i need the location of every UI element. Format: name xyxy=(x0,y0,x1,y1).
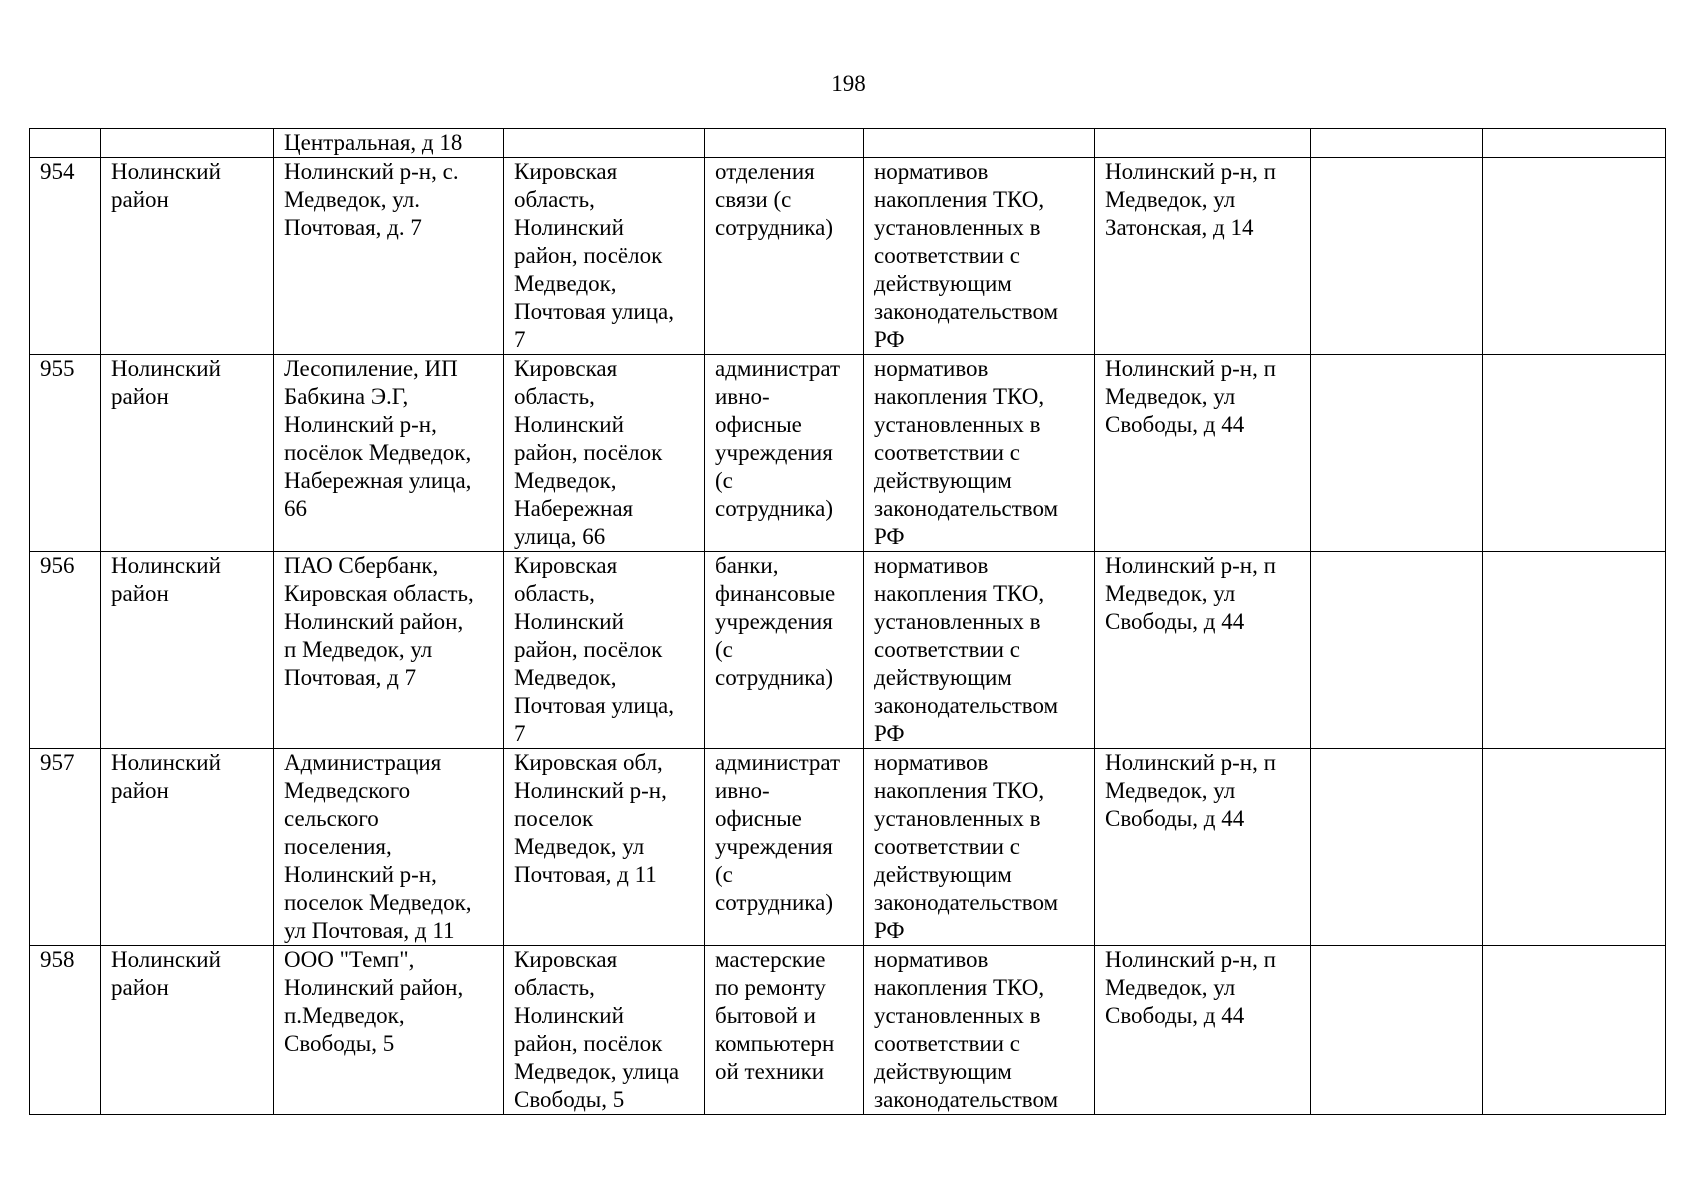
cell-norm: нормативов накопления ТКО, установленных в соответствии с действующим законодательством РФ xyxy=(864,749,1095,946)
cell-address: Кировская область, Нолинский район, посёлок Медведок, улица Свободы, 5 xyxy=(504,946,705,1115)
page-number: 198 xyxy=(831,71,866,96)
cell-extra-2 xyxy=(1483,129,1666,158)
table-row xyxy=(30,946,1666,1115)
cell-category: мастерские по ремонту бытовой и компьютерн ой техники xyxy=(705,946,864,1115)
cell-address: Кировская обл, Нолинский р-н, поселок Медведок, ул Почтовая, д 11 xyxy=(504,749,705,946)
table-row xyxy=(30,158,1666,355)
cell-organization: ООО "Темп", Нолинский район, п.Медведок, Свободы, 5 xyxy=(274,946,504,1115)
cell-norm: нормативов накопления ТКО, установленных в соответствии с действующим законодательством xyxy=(864,946,1095,1115)
cell-number: 958 xyxy=(30,946,101,1115)
cell-number: 954 xyxy=(30,158,101,355)
cell-norm: нормативов накопления ТКО, установленных в соответствии с действующим законодательством РФ xyxy=(864,158,1095,355)
cell-number: 957 xyxy=(30,749,101,946)
cell-norm: нормативов накопления ТКО, установленных в соответствии с действующим законодательством РФ xyxy=(864,552,1095,749)
cell-district: Нолинский район xyxy=(101,552,274,749)
cell-category: администрат ивно- офисные учреждения (с сотрудника) xyxy=(705,355,864,552)
cell-site: Нолинский р-н, п Медведок, ул Свободы, д 44 xyxy=(1095,552,1311,749)
cell-extra-2 xyxy=(1483,749,1666,946)
cell-site: Нолинский р-н, п Медведок, ул Свободы, д 44 xyxy=(1095,355,1311,552)
cell-district: Нолинский район xyxy=(101,158,274,355)
cell-organization: Центральная, д 18 xyxy=(274,129,504,158)
cell-extra-2 xyxy=(1483,946,1666,1115)
continuation-row xyxy=(30,129,1666,158)
cell-category: отделения связи (с сотрудника) xyxy=(705,158,864,355)
cell-number: 955 xyxy=(30,355,101,552)
cell-address: Кировская область, Нолинский район, посёлок Медведок, Почтовая улица, 7 xyxy=(504,552,705,749)
cell-district xyxy=(101,129,274,158)
cell-district: Нолинский район xyxy=(101,355,274,552)
cell-district: Нолинский район xyxy=(101,749,274,946)
cell-category: банки, финансовые учреждения (с сотрудника) xyxy=(705,552,864,749)
cell-extra-1 xyxy=(1311,158,1483,355)
cell-number xyxy=(30,129,101,158)
cell-norm xyxy=(864,129,1095,158)
cell-extra-1 xyxy=(1311,552,1483,749)
table-row xyxy=(30,355,1666,552)
cell-site: Нолинский р-н, п Медведок, ул Затонская, д 14 xyxy=(1095,158,1311,355)
cell-extra-1 xyxy=(1311,946,1483,1115)
cell-category: администрат ивно- офисные учреждения (с сотрудника) xyxy=(705,749,864,946)
cell-category xyxy=(705,129,864,158)
cell-norm: нормативов накопления ТКО, установленных в соответствии с действующим законодательством РФ xyxy=(864,355,1095,552)
cell-site: Нолинский р-н, п Медведок, ул Свободы, д 44 xyxy=(1095,749,1311,946)
table-row xyxy=(30,552,1666,749)
cell-site xyxy=(1095,129,1311,158)
table-row xyxy=(30,749,1666,946)
cell-extra-2 xyxy=(1483,158,1666,355)
cell-site: Нолинский р-н, п Медведок, ул Свободы, д 44 xyxy=(1095,946,1311,1115)
cell-organization: Лесопиление, ИП Бабкина Э.Г, Нолинский р-н, посёлок Медведок, Набережная улица, 66 xyxy=(274,355,504,552)
cell-organization: Нолинский р-н, с. Медведок, ул. Почтовая, д. 7 xyxy=(274,158,504,355)
cell-extra-1 xyxy=(1311,749,1483,946)
cell-extra-1 xyxy=(1311,355,1483,552)
cell-address: Кировская область, Нолинский район, посёлок Медведок, Почтовая улица, 7 xyxy=(504,158,705,355)
cell-address xyxy=(504,129,705,158)
cell-extra-1 xyxy=(1311,129,1483,158)
cell-district: Нолинский район xyxy=(101,946,274,1115)
cell-organization: ПАО Сбербанк, Кировская область, Нолинский район, п Медведок, ул Почтовая, д 7 xyxy=(274,552,504,749)
cell-organization: Администрация Медведского сельского поселения, Нолинский р-н, поселок Медведок, ул Почтовая, д 11 xyxy=(274,749,504,946)
cell-address: Кировская область, Нолинский район, посёлок Медведок, Набережная улица, 66 xyxy=(504,355,705,552)
cell-extra-2 xyxy=(1483,552,1666,749)
cell-number: 956 xyxy=(30,552,101,749)
register-table xyxy=(29,128,1666,1115)
cell-extra-2 xyxy=(1483,355,1666,552)
